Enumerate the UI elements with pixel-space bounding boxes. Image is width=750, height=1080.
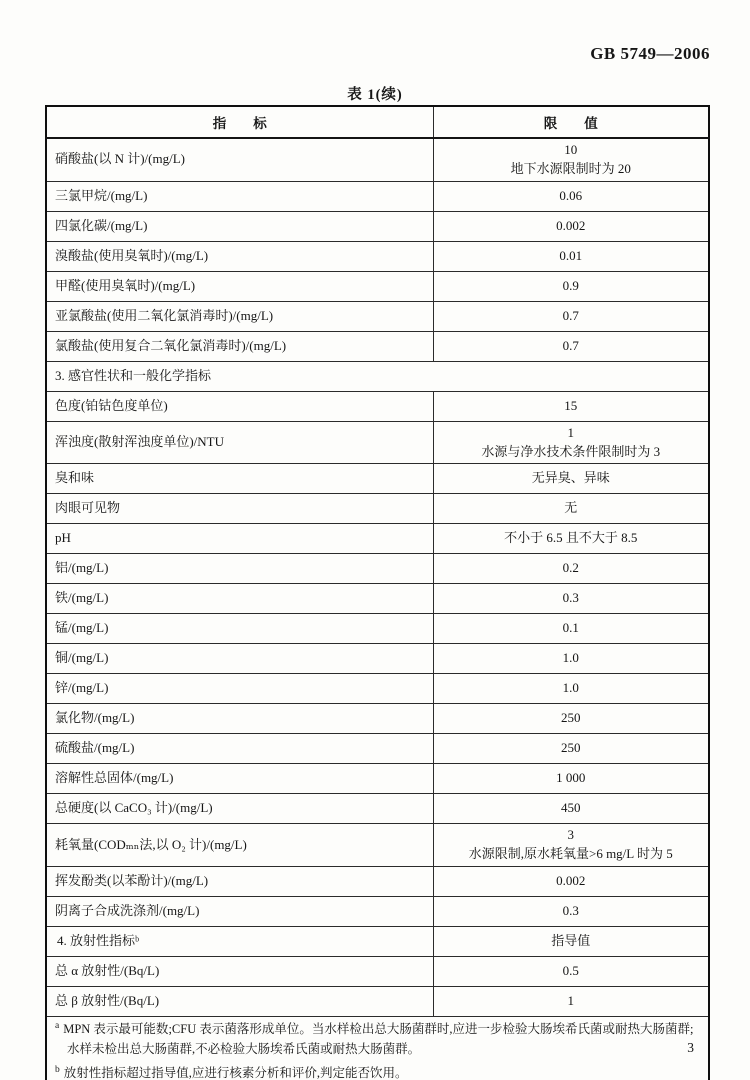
limit-value: 450 (561, 800, 581, 816)
indicator-cell: 总硬度(以 CaCO₃ 计)/(mg/L) (46, 794, 433, 824)
table-body (46, 106, 709, 1080)
table-row (46, 241, 709, 271)
limit-value: 1 (567, 424, 574, 440)
table-row (46, 331, 709, 361)
table-row (46, 464, 709, 494)
table-row (46, 524, 709, 554)
limit-value: 0.002 (556, 217, 586, 233)
limit-cell (433, 674, 709, 704)
limit-cell (433, 331, 709, 361)
indicator-cell: pH (46, 524, 433, 554)
table-row (46, 867, 709, 897)
limit-value: 0.7 (562, 307, 579, 323)
table-row (46, 584, 709, 614)
limits-table (45, 105, 710, 1080)
limit-value: 1.0 (562, 650, 579, 666)
indicator-cell: 亚氯酸盐(使用二氧化氯消毒时)/(mg/L) (46, 301, 433, 331)
limit-value: 1 000 (556, 770, 586, 786)
table-header-row (46, 106, 709, 138)
indicator-cell: 耗氧量(CODₘₙ法,以 O₂ 计)/(mg/L) (46, 824, 433, 867)
limit-column-header: 限 值 (433, 106, 709, 138)
limit-cell (433, 138, 709, 181)
limit-cell (433, 897, 709, 927)
limit-value: 无异臭、异味 (531, 470, 610, 486)
indicator-column-header: 指 标 (46, 106, 433, 138)
limit-value: 3 (567, 827, 574, 843)
limit-cell (433, 181, 709, 211)
table-row (46, 957, 709, 987)
indicator-cell: 硝酸盐(以 N 计)/(mg/L) (46, 138, 433, 181)
table-row (46, 734, 709, 764)
indicator-cell: 氯酸盐(使用复合二氧化氯消毒时)/(mg/L) (46, 331, 433, 361)
indicator-cell: 甲醛(使用臭氧时)/(mg/L) (46, 271, 433, 301)
table-row (46, 181, 709, 211)
indicator-cell: 四氯化碳/(mg/L) (46, 211, 433, 241)
page-number: 3 (687, 1040, 694, 1055)
table-row (46, 987, 709, 1017)
limit-value: 0.5 (562, 963, 579, 979)
limit-value: 15 (564, 397, 578, 413)
indicator-cell: 溴酸盐(使用臭氧时)/(mg/L) (46, 241, 433, 271)
limit-note: 水源与净水技术条件限制时为 3 (481, 443, 661, 459)
limit-note: 地下水源限制时为 20 (510, 160, 631, 176)
limit-value: 0.3 (562, 590, 579, 606)
limit-cell (433, 927, 709, 957)
table-row (46, 897, 709, 927)
indicator-cell: 铝/(mg/L) (46, 554, 433, 584)
footnotes-cell (46, 1017, 709, 1080)
limit-cell (433, 794, 709, 824)
indicator-cell: 硫酸盐/(mg/L) (46, 734, 433, 764)
limit-cell (433, 241, 709, 271)
indicator-cell: 4. 放射性指标ᵇ (46, 927, 433, 957)
limit-cell (433, 764, 709, 794)
limit-cell (433, 824, 709, 867)
limit-value: 无 (564, 500, 578, 516)
limit-cell (433, 524, 709, 554)
table-row (46, 674, 709, 704)
table-row (46, 301, 709, 331)
footnote (55, 1019, 700, 1059)
limit-cell (433, 584, 709, 614)
table-title: 表 1(续) (347, 87, 403, 103)
limit-value: 250 (561, 710, 581, 726)
indicator-cell: 锌/(mg/L) (46, 674, 433, 704)
limit-cell (433, 987, 709, 1017)
indicator-cell: 阴离子合成洗涤剂/(mg/L) (46, 897, 433, 927)
table-row (46, 391, 709, 421)
limit-cell (433, 734, 709, 764)
limit-value: 0.3 (562, 903, 579, 919)
limit-note: 水源限制,原水耗氧量>6 mg/L 时为 5 (468, 846, 673, 862)
limit-cell (433, 301, 709, 331)
indicator-cell: 总 α 放射性/(Bq/L) (46, 957, 433, 987)
footnote (55, 1063, 700, 1080)
table-row (46, 421, 709, 464)
table-row (46, 927, 709, 957)
limit-cell (433, 704, 709, 734)
table-row (46, 614, 709, 644)
footnote-text: MPN 表示最可能数;CFU 表示菌落形成单位。当水样检出总大肠菌群时,应进一步检验大肠埃希氏菌或耐热大肠菌群;水样未检出总大肠菌群,不必检验大肠埃希氏菌或耐热大肠菌群。 (63, 1022, 694, 1057)
limit-value: 0.1 (562, 620, 579, 636)
table-row (46, 211, 709, 241)
indicator-cell: 锰/(mg/L) (46, 614, 433, 644)
indicator-cell: 氯化物/(mg/L) (46, 704, 433, 734)
limit-cell (433, 421, 709, 464)
limit-cell (433, 271, 709, 301)
indicator-cell: 浑浊度(散射浑浊度单位)/NTU (46, 421, 433, 464)
table-row (46, 824, 709, 867)
limit-value: 0.2 (562, 560, 579, 576)
limit-cell (433, 614, 709, 644)
limit-cell (433, 211, 709, 241)
footnote-text: 放射性指标超过指导值,应进行核素分析和评价,判定能否饮用。 (63, 1066, 408, 1080)
section-row (46, 361, 709, 391)
limit-cell (433, 867, 709, 897)
indicator-cell: 溶解性总固体/(mg/L) (46, 764, 433, 794)
limit-value: 0.7 (562, 337, 579, 353)
limit-value: 10 (564, 142, 578, 157)
indicator-cell: 肉眼可见物 (46, 494, 433, 524)
limit-value: 0.002 (556, 873, 586, 889)
table-row (46, 794, 709, 824)
table-row (46, 494, 709, 524)
table-row (46, 271, 709, 301)
limit-value: 0.06 (559, 187, 583, 203)
indicator-cell: 总 β 放射性/(Bq/L) (46, 987, 433, 1017)
indicator-cell: 挥发酚类(以苯酚计)/(mg/L) (46, 867, 433, 897)
indicator-cell: 色度(铂钴色度单位) (46, 391, 433, 421)
limit-cell (433, 464, 709, 494)
limit-value: 不小于 6.5 且不大于 8.5 (504, 530, 638, 546)
table-row (46, 138, 709, 181)
table-row (46, 644, 709, 674)
indicator-cell: 臭和味 (46, 464, 433, 494)
limit-value: 0.01 (559, 247, 583, 263)
limit-value: 指导值 (551, 933, 591, 949)
limit-cell (433, 957, 709, 987)
limit-cell (433, 494, 709, 524)
standard-number: GB 5749—2006 (590, 44, 710, 63)
limit-cell (433, 644, 709, 674)
limit-cell (433, 391, 709, 421)
table-row (46, 764, 709, 794)
indicator-cell: 铜/(mg/L) (46, 644, 433, 674)
footnote-marker: a (55, 1021, 60, 1032)
footnote-marker: b (55, 1065, 60, 1076)
limit-value: 250 (561, 740, 581, 756)
table-row (46, 704, 709, 734)
limit-value: 1.0 (562, 680, 579, 696)
limit-cell (433, 554, 709, 584)
limit-value: 1 (567, 993, 574, 1009)
limit-value: 0.9 (562, 277, 579, 293)
section-heading: 3. 感官性状和一般化学指标 (46, 361, 709, 391)
indicator-cell: 铁/(mg/L) (46, 584, 433, 614)
footnotes-row (46, 1017, 709, 1080)
indicator-cell: 三氯甲烷/(mg/L) (46, 181, 433, 211)
table-row (46, 554, 709, 584)
